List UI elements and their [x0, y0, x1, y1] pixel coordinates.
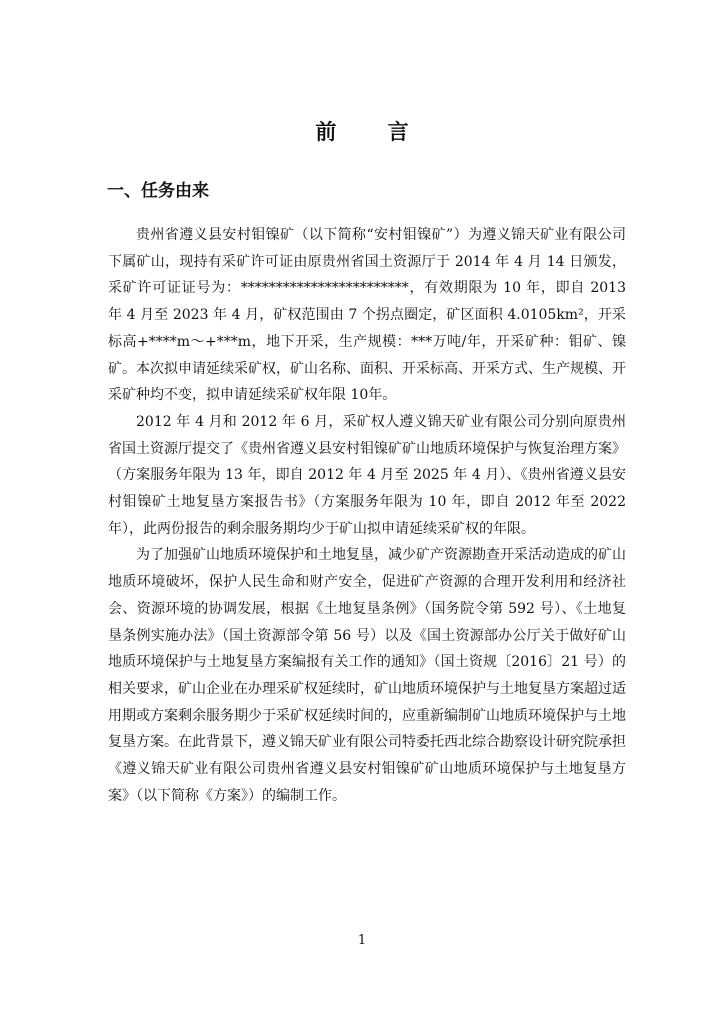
section-heading: 一、任务由来 [107, 181, 209, 201]
paragraph-mining-license: 贵州省遵义县安村钼镍矿（以下简称“安村钼镍矿”）为遵义锦天矿业有限公司下属矿山，现持有采矿许可证由原贵州省国土资源厅于 2014 年 4 月 14 日颁发，采矿许可证证号为：************************，有效期限为 10 年，即自 2013 年 4 月至 2023 年 4 月，矿权范围由 7 个拐点圈定，矿区面积 4.0105km²，开采标高+****m～+***m，地下开采，生产规模：***万吨/年，开采矿种：钼矿、镍矿。本次拟申请延续采矿权，矿山名称、面积、开采标高、开采方式、生产规模、开采矿种均不变，拟申请延续采矿权年限 10年。 [108, 227, 626, 404]
page-number: 1 [357, 933, 367, 948]
body-text [108, 222, 626, 809]
page-title: 前 言 [315, 119, 431, 144]
paragraph-previous-plans: 2012 年 4 月和 2012 年 6 月，采矿权人遵义锦天矿业有限公司分别向原贵州省国土资源厅提交了《贵州省遵义县安村钼镍矿矿山地质环境保护与恢复治理方案》（方案服务年限为 13 年，即自 2012 年 4 月至 2025 年 4 月）、《贵州省遵义县安村钼镍矿土地复垦方案报告书》（方案服务年限为 10 年，即自 2012 年至 2022 年），此两份报告的剩余服务期均少于矿山拟申请延续采矿权的年限。 [108, 413, 626, 537]
paragraph-compilation-background: 为了加强矿山地质环境保护和土地复垦，减少矿产资源勘查开采活动造成的矿山地质环境破坏，保护人民生命和财产安全，促进矿产资源的合理开发利用和经济社会、资源环境的协调发展，根据《土地复垦条例》（国务院令第 592 号）、《土地复垦条例实施办法》（国土资源部令第 56 号）以及《国土资源部办公厅关于做好矿山地质环境保护与土地复垦方案编报有关工作的通知》（国土资规〔2016〕21 号）的相关要求，矿山企业在办理采矿权延续时，矿山地质环境保护与土地复垦方案超过适用期或方案剩余服务期少于采矿权延续时间的，应重新编制矿山地质环境保护与土地复垦方案。在此背景下，遵义锦天矿业有限公司特委托西北综合勘察设计研究院承担《遵义锦天矿业有限公司贵州省遵义县安村钼镍矿矿山地质环境保护与土地复垦方案》（以下简称《方案》）的编制工作。 [108, 547, 626, 804]
